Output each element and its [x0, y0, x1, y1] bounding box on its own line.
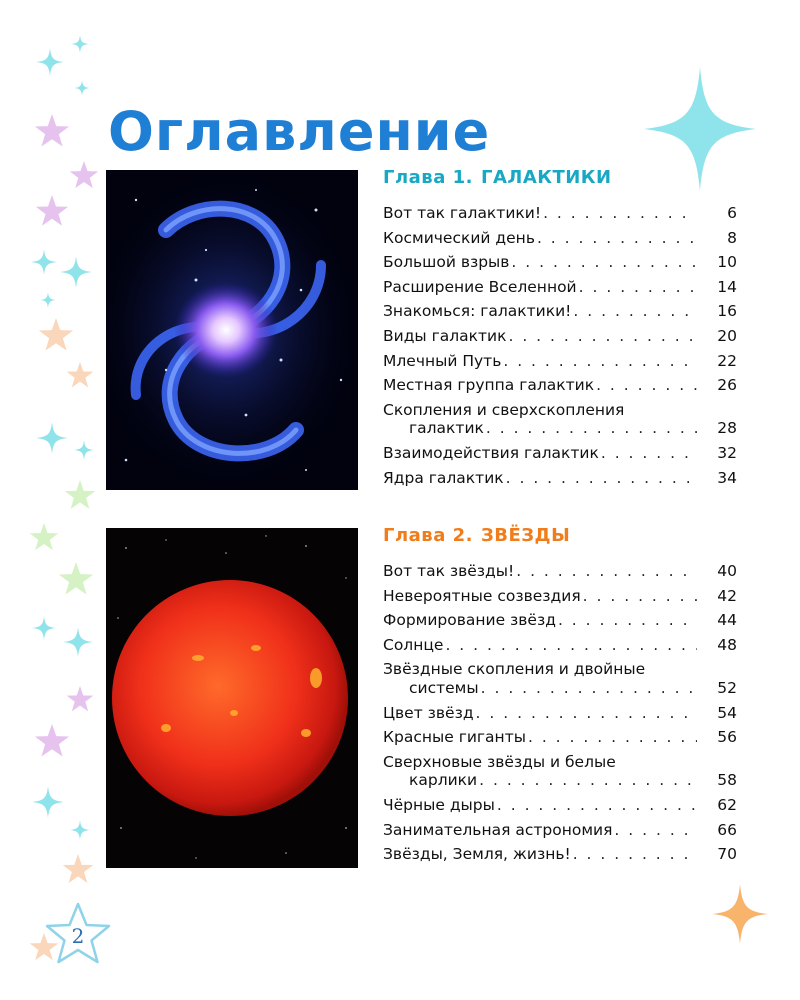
toc-item-title: Звёздные скопления и двойные: [383, 660, 646, 679]
leader-dots: [573, 845, 697, 864]
toc-item-title: Ядра галактик: [383, 468, 504, 487]
toc-item-title-cont: системы: [409, 678, 479, 697]
toc-page-number: 32: [717, 443, 737, 462]
toc-page-number: 56: [717, 728, 737, 747]
leader-dots: [508, 327, 697, 346]
leader-dots: [445, 636, 697, 655]
toc-item-title: Космический день: [383, 228, 535, 247]
chapter-label: Глава 2.: [383, 525, 473, 546]
toc-page-number: 58: [717, 771, 737, 790]
decorative-sparkle-orange: [710, 882, 770, 946]
sun-image: [106, 528, 358, 868]
leader-dots: [614, 821, 697, 840]
toc-item[interactable]: [383, 444, 737, 463]
toc-page-number: 44: [717, 611, 737, 630]
leader-dots: [573, 302, 697, 321]
toc-item-title: Большой взрыв: [383, 253, 510, 272]
leader-dots: [601, 444, 697, 463]
chapter-heading: [383, 525, 737, 546]
toc-item-title: Красные гиганты: [383, 728, 526, 747]
toc-page-number: 10: [717, 253, 737, 272]
toc-page-number: 14: [717, 277, 737, 296]
toc-page-number: 28: [717, 419, 737, 438]
leader-dots: [503, 352, 697, 371]
toc-item-title: Сверхновые звёзды и белые: [383, 752, 616, 771]
toc-item[interactable]: [383, 753, 737, 790]
toc-page-number: 6: [727, 204, 737, 222]
toc-item-title: Вот так галактики!: [383, 204, 542, 222]
leader-dots: [481, 679, 697, 698]
toc-item[interactable]: [383, 562, 737, 581]
spiral-galaxy-image: [106, 170, 358, 490]
page-title: Оглавление: [108, 100, 491, 164]
toc-item[interactable]: [383, 587, 737, 606]
toc-page-number: 20: [717, 326, 737, 345]
toc-page-number: 66: [717, 820, 737, 839]
leader-dots: [479, 771, 697, 790]
toc-item[interactable]: [383, 796, 737, 815]
toc-item-title: Чёрные дыры: [383, 795, 495, 814]
leader-dots: [506, 469, 697, 488]
toc-page-number: 26: [717, 376, 737, 395]
toc-item[interactable]: [383, 253, 737, 272]
toc-item-title: Местная группа галактик: [383, 376, 595, 395]
toc-item-title: Взаимодействия галактик: [383, 443, 599, 462]
toc-page-number: 16: [717, 302, 737, 321]
leader-dots: [558, 611, 697, 630]
toc-item[interactable]: [383, 660, 737, 697]
toc-page-number: 54: [717, 703, 737, 722]
toc-page-number: 34: [717, 468, 737, 487]
toc-item-title: Расширение Вселенной: [383, 277, 577, 296]
toc-item-title: Виды галактик: [383, 326, 507, 345]
toc-item[interactable]: [383, 229, 737, 248]
page-number-badge: [42, 900, 114, 968]
toc-item-title: Невероятные созвездия: [383, 586, 581, 605]
toc-item-title: Млечный Путь: [383, 351, 502, 370]
leader-dots: [583, 587, 697, 606]
toc-item-title: Занимательная астрономия: [383, 820, 613, 839]
toc-item[interactable]: [383, 704, 737, 723]
leader-dots: [511, 253, 697, 272]
toc-item-title: Скопления и сверхскопления: [383, 400, 625, 419]
toc-item[interactable]: [383, 611, 737, 630]
chapter-name: ЗВЁЗДЫ: [480, 525, 571, 546]
toc-item-title: Солнце: [383, 635, 444, 654]
toc-item-title: Формирование звёзд: [383, 611, 556, 630]
toc-item[interactable]: [383, 204, 737, 223]
toc-item-title-cont: галактик: [409, 419, 484, 438]
leader-dots: [543, 204, 697, 223]
chapter-2: [383, 525, 737, 870]
toc-item[interactable]: [383, 469, 737, 488]
toc-item[interactable]: [383, 278, 737, 297]
toc-item-title: Звёзды, Земля, жизнь!: [383, 845, 571, 864]
toc-item-title-cont: карлики: [409, 771, 478, 790]
toc-page-number: 22: [717, 351, 737, 370]
toc-item-title: Знакомься: галактики!: [383, 302, 572, 321]
toc-item[interactable]: [383, 352, 737, 371]
toc-item[interactable]: [383, 636, 737, 655]
leader-dots: [528, 728, 697, 747]
leader-dots: [476, 704, 697, 723]
toc-item[interactable]: [383, 376, 737, 395]
toc-item[interactable]: [383, 728, 737, 747]
leader-dots: [596, 376, 697, 395]
toc-item[interactable]: [383, 401, 737, 438]
chapter-label: Глава 1.: [383, 167, 473, 188]
toc-item[interactable]: [383, 302, 737, 321]
leader-dots: [537, 229, 697, 248]
toc-item[interactable]: [383, 845, 737, 864]
toc-page-number: 62: [717, 795, 737, 814]
toc-item-title: Цвет звёзд: [383, 703, 474, 722]
toc-list: [383, 204, 737, 487]
page-number: 2: [71, 924, 85, 948]
toc-page-number: 42: [717, 586, 737, 605]
chapter-heading: [383, 167, 737, 188]
toc-item[interactable]: [383, 327, 737, 346]
toc-page-number: 40: [717, 562, 737, 580]
toc-item-title: Вот так звёзды!: [383, 562, 515, 580]
chapter-1: [383, 167, 737, 493]
leader-dots: [497, 796, 697, 815]
chapter-name: ГАЛАКТИКИ: [480, 167, 612, 188]
toc-page-number: 8: [727, 228, 737, 247]
toc-page-number: 70: [717, 845, 737, 864]
leader-dots: [516, 562, 697, 581]
toc-list: [383, 562, 737, 864]
toc-item[interactable]: [383, 821, 737, 840]
decorative-stars-left: [0, 0, 110, 1000]
leader-dots: [579, 278, 697, 297]
leader-dots: [486, 419, 697, 438]
toc-page-number: 48: [717, 635, 737, 654]
toc-page-number: 52: [717, 678, 737, 697]
